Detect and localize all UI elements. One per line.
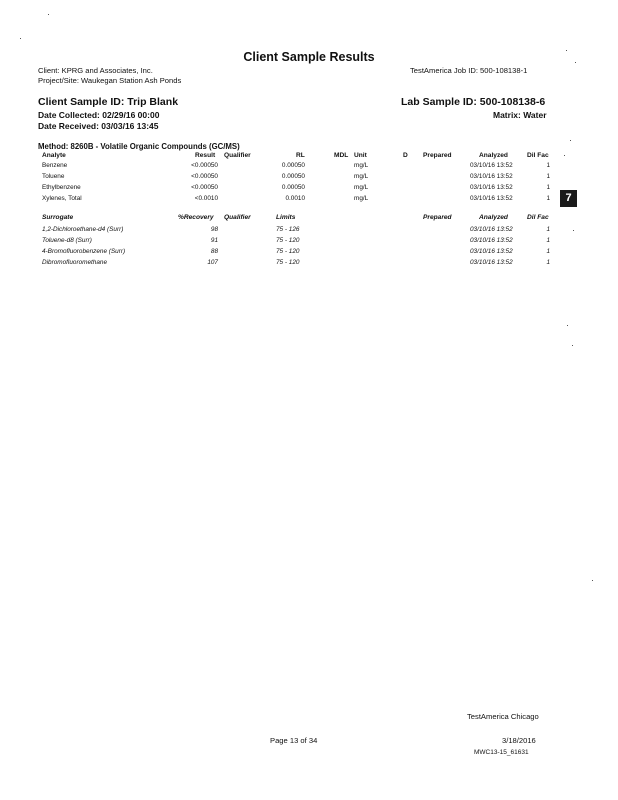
analyte-dil-fac: 1	[546, 173, 550, 180]
lab-sample-id: Lab Sample ID: 500-108138-6	[401, 96, 546, 108]
col-dil-fac: Dil Fac	[527, 152, 549, 159]
surrogate-limits: 75 - 120	[276, 259, 300, 266]
analyte-result: <0.00050	[191, 173, 218, 180]
col-recovery: %Recovery	[178, 214, 214, 221]
analyte-dil-fac: 1	[546, 184, 550, 191]
footer-date: 3/18/2016	[502, 736, 536, 745]
analyte-rl: 0.00050	[281, 173, 305, 180]
surrogate-recovery: 107	[207, 259, 218, 266]
surrogate-dil-fac: 1	[546, 226, 550, 233]
scan-speck	[566, 50, 567, 51]
surrogate-recovery: 98	[210, 226, 218, 233]
surrogate-dil-fac: 1	[546, 259, 550, 266]
analyte-result: <0.00050	[191, 184, 218, 191]
analyte-unit: mg/L	[354, 184, 369, 191]
scan-speck	[592, 580, 593, 581]
surrogate-recovery: 88	[210, 248, 218, 255]
analyte-unit: mg/L	[354, 173, 369, 180]
col-analyzed: Analyzed	[479, 152, 508, 159]
client-name: Client: KPRG and Associates, Inc.	[38, 66, 153, 75]
analyte-dil-fac: 1	[546, 195, 550, 202]
analyte-name: Toluene	[42, 173, 65, 180]
matrix: Matrix: Water	[493, 110, 547, 120]
surrogate-analyzed: 03/10/16 13:52	[470, 248, 513, 255]
scan-speck	[575, 62, 576, 63]
method-title: Method: 8260B - Volatile Organic Compounds (GC/MS)	[38, 142, 240, 151]
col-d: D	[403, 152, 408, 159]
analyte-analyzed: 03/10/16 13:52	[470, 173, 513, 180]
surrogate-recovery: 91	[210, 237, 218, 244]
analyte-name: Ethylbenzene	[42, 184, 81, 191]
col-rl: RL	[296, 152, 305, 159]
date-collected: Date Collected: 02/29/16 00:00	[38, 110, 160, 120]
col-unit: Unit	[354, 152, 367, 159]
surrogate-name: Dibromofluoromethane	[42, 259, 108, 266]
analyte-rl: 0.0010	[285, 195, 305, 202]
analyte-analyzed: 03/10/16 13:52	[470, 184, 513, 191]
col-surrogate: Surrogate	[42, 214, 74, 221]
surrogate-name: Toluene-d8 (Surr)	[42, 237, 92, 244]
col-prepared: Prepared	[423, 152, 452, 159]
surrogate-dil-fac: 1	[546, 248, 550, 255]
col-surrogate-analyzed: Analyzed	[479, 214, 508, 221]
date-received: Date Received: 03/03/16 13:45	[38, 121, 159, 131]
surrogate-limits: 75 - 120	[276, 248, 300, 255]
page-title: Client Sample Results	[243, 50, 375, 64]
footer-company: TestAmerica Chicago	[467, 712, 539, 721]
analyte-rl: 0.00050	[281, 184, 305, 191]
surrogate-analyzed: 03/10/16 13:52	[470, 237, 513, 244]
surrogate-limits: 75 - 120	[276, 237, 300, 244]
job-id: TestAmerica Job ID: 500-108138-1	[410, 66, 528, 75]
scan-speck	[573, 230, 574, 231]
analyte-name: Benzene	[42, 162, 68, 169]
col-analyte: Analyte	[42, 152, 66, 159]
col-surrogate-qualifier: Qualifier	[224, 214, 251, 221]
analyte-unit: mg/L	[354, 195, 369, 202]
analyte-name: Xylenes, Total	[42, 195, 82, 202]
col-mdl: MDL	[334, 152, 349, 159]
scan-speck	[572, 345, 573, 346]
col-surrogate-dil-fac: Dil Fac	[527, 214, 549, 221]
analyte-unit: mg/L	[354, 162, 369, 169]
surrogate-name: 1,2-Dichloroethane-d4 (Surr)	[42, 226, 124, 233]
surrogate-limits: 75 - 126	[276, 226, 300, 233]
project-site: Project/Site: Waukegan Station Ash Ponds	[38, 76, 182, 85]
scan-speck	[570, 140, 571, 141]
col-limits: Limits	[276, 214, 296, 221]
analyte-analyzed: 03/10/16 13:52	[470, 162, 513, 169]
scan-speck	[567, 325, 568, 326]
scan-speck	[48, 14, 49, 15]
surrogate-name: 4-Bromofluorobenzene (Surr)	[42, 248, 126, 255]
surrogate-analyzed: 03/10/16 13:52	[470, 259, 513, 266]
scan-speck	[564, 155, 565, 156]
analyte-result: <0.0010	[194, 195, 218, 202]
analyte-analyzed: 03/10/16 13:52	[470, 195, 513, 202]
analyte-dil-fac: 1	[546, 162, 550, 169]
client-sample-id: Client Sample ID: Trip Blank	[38, 96, 179, 108]
col-surrogate-prepared: Prepared	[423, 214, 452, 221]
col-result: Result	[195, 152, 216, 159]
surrogate-dil-fac: 1	[546, 237, 550, 244]
analyte-result: <0.00050	[191, 162, 218, 169]
footer-doc-code: MWC13-15_61631	[474, 749, 529, 756]
section-tab: 7	[560, 190, 577, 207]
scan-speck	[20, 38, 21, 39]
footer-page: Page 13 of 34	[270, 736, 318, 745]
surrogate-analyzed: 03/10/16 13:52	[470, 226, 513, 233]
analyte-rl: 0.00050	[281, 162, 305, 169]
col-qualifier: Qualifier	[224, 152, 251, 159]
